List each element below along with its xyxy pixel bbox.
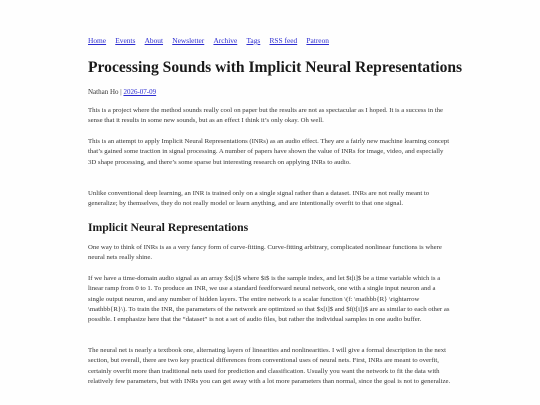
nav-link-home[interactable]: Home xyxy=(88,36,107,45)
byline xyxy=(88,88,156,97)
section-heading: Implicit Neural Representations xyxy=(88,221,249,234)
intro-paragraph-3: Unlike conventional deep learning, an INR is trained only on a single signal rather than a dataset. INRs are not really meant to generalize; by themselves, they do not really model or learn anything, and are intentionally overfit to that one signal. xyxy=(88,190,430,208)
section-paragraph-3: The neural net is nearly a textbook one, alternating layers of linearities and nonlinearities. I will give a formal description in the next section, but overall, there are two key practical differences from conventional uses of neural nets. First, INRs are meant to overfit, certainly overfit more than traditional nets used for prediction and classification. Usually you want the network to fit the data with relatively few parameters, but with INRs you can get away with a lot more parameters than normal, since the goal is not to generalize. xyxy=(88,347,451,385)
section-paragraph-2: If we have a time-domain audio signal as an array $x[i]$ where $i$ is the sample index, and let $t[i]$ be a time variable which is a linear ramp from 0 to 1. To produce an INR, we use a standard feedforward neural network, one with a single input neuron and a single output neuron, and any number of hidden layers. The entire network is a scalar function \(f: \mathbb{R} \rightarrow \mathbb{R}\). To train the INR, the parameters of the network are optimized so that $x[i]$ and $f(t[i])$ are as similar to each other as possible. I emphasize here that the “dataset” is not a set of audio files, but rather the individual samples in one audio buffer. xyxy=(88,275,450,324)
nav-link-tags[interactable]: Tags xyxy=(246,36,261,45)
nav-link-rss-feed[interactable]: RSS feed xyxy=(269,36,298,45)
author-name: Nathan Ho xyxy=(88,88,119,96)
byline-separator: | xyxy=(118,88,124,96)
page-title: Processing Sounds with Implicit Neural Representations xyxy=(88,59,463,76)
nav-link-newsletter[interactable]: Newsletter xyxy=(172,36,205,45)
top-nav xyxy=(88,36,338,45)
nav-link-events[interactable]: Events xyxy=(115,36,136,45)
intro-paragraph-2: This is an attempt to apply Implicit Neural Representations (INRs) as an audio effect. They are a fairly new machine learning concept that’s gained some traction in signal processing. A number of papers have shown the value of INRs for image, video, and especially 3D shape processing, and there’s some sparse but interesting research on applying INRs to audio. xyxy=(88,138,450,166)
nav-link-archive[interactable]: Archive xyxy=(213,36,238,45)
section-paragraph-1: One way to think of INRs is as a very fancy form of curve-fitting. Curve-fitting arbitrary, complicated nonlinear functions is where neural nets really shine. xyxy=(88,244,442,262)
nav-link-about[interactable]: About xyxy=(144,36,164,45)
intro-paragraph-1: This is a project where the method sounds really cool on paper but the results are not as spectacular as I hoped. It is a success in the sense that it results in some new sounds, but as an effect I think it’s only okay. Oh well. xyxy=(88,107,444,125)
post-date-link[interactable]: 2026-07-09 xyxy=(123,88,157,96)
nav-link-patreon[interactable]: Patreon xyxy=(306,36,329,45)
